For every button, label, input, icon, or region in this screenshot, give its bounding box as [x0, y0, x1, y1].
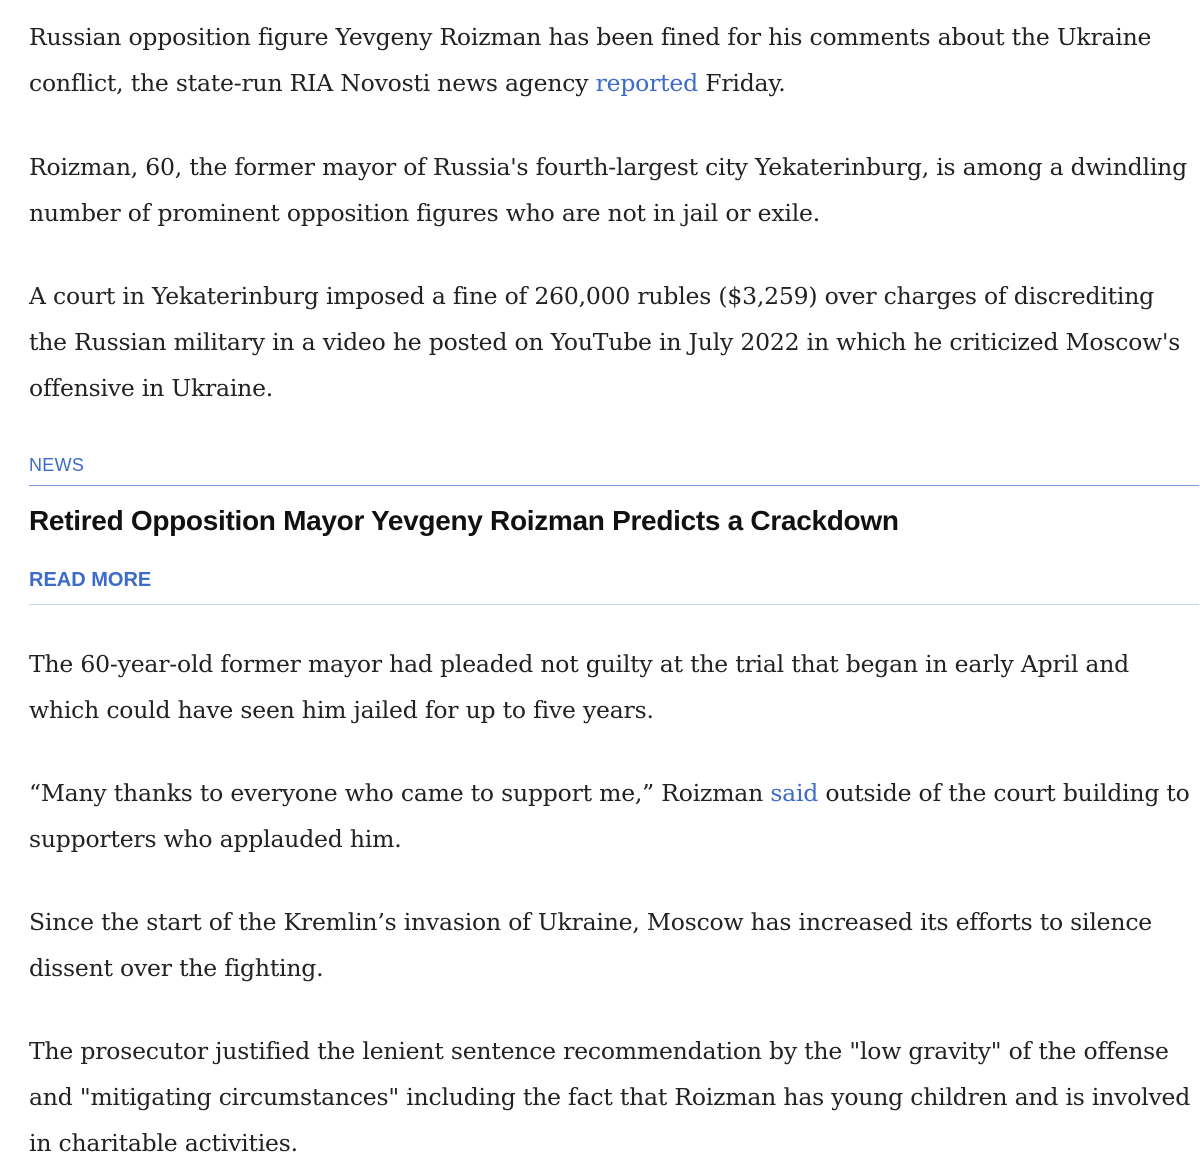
paragraph-6: Since the start of the Kremlin’s invasion of Ukraine, Moscow has increased its efforts to silence dissent over the fighting. [29, 908, 1152, 982]
related-article-card [29, 454, 1199, 591]
related-headline[interactable]: Retired Opposition Mayor Yevgeny Roizman Predicts a Crackdown [29, 505, 899, 536]
paragraph-4: The 60-year-old former mayor had pleaded not guilty at the trial that began in early April and which could have seen him jailed for up to five years. [29, 650, 1130, 724]
paragraph-3: A court in Yekaterinburg imposed a fine of 260,000 rubles ($3,259) over charges of discrediting the Russian military in a video he posted on YouTube in July 2022 in which he criticized Moscow's offensive in Ukraine. [29, 282, 1181, 402]
related-section-label[interactable]: NEWS [29, 455, 85, 475]
related-divider-bottom [29, 604, 1199, 605]
paragraph-1 [29, 14, 1199, 106]
read-more-link[interactable]: READ MORE [29, 569, 152, 591]
reported-link[interactable]: reported [595, 69, 698, 97]
paragraph-7: The prosecutor justified the lenient sentence recommendation by the "low gravity" of the offense and "mitigating circumstances" including the fact that Roizman has young children and is involved in charitable activities. [29, 1037, 1191, 1157]
paragraph-1-text: Russian opposition figure Yevgeny Roizman has been fined for his comments about the Ukraine conflict, the state-run RIA Novosti news agency [29, 23, 1152, 97]
paragraph-5 [29, 770, 1199, 862]
paragraph-5-text: “Many thanks to everyone who came to support me,” Roizman [29, 779, 771, 807]
said-link[interactable]: said [770, 779, 819, 807]
related-divider-top [29, 485, 1199, 486]
paragraph-1-text-end: Friday. [697, 69, 786, 97]
paragraph-2: Roizman, 60, the former mayor of Russia's fourth-largest city Yekaterinburg, is among a dwindling number of prominent opposition figures who are not in jail or exile. [29, 153, 1187, 227]
paragraph-5-text-end: outside of the court building to supporters who applauded him. [29, 779, 1190, 853]
